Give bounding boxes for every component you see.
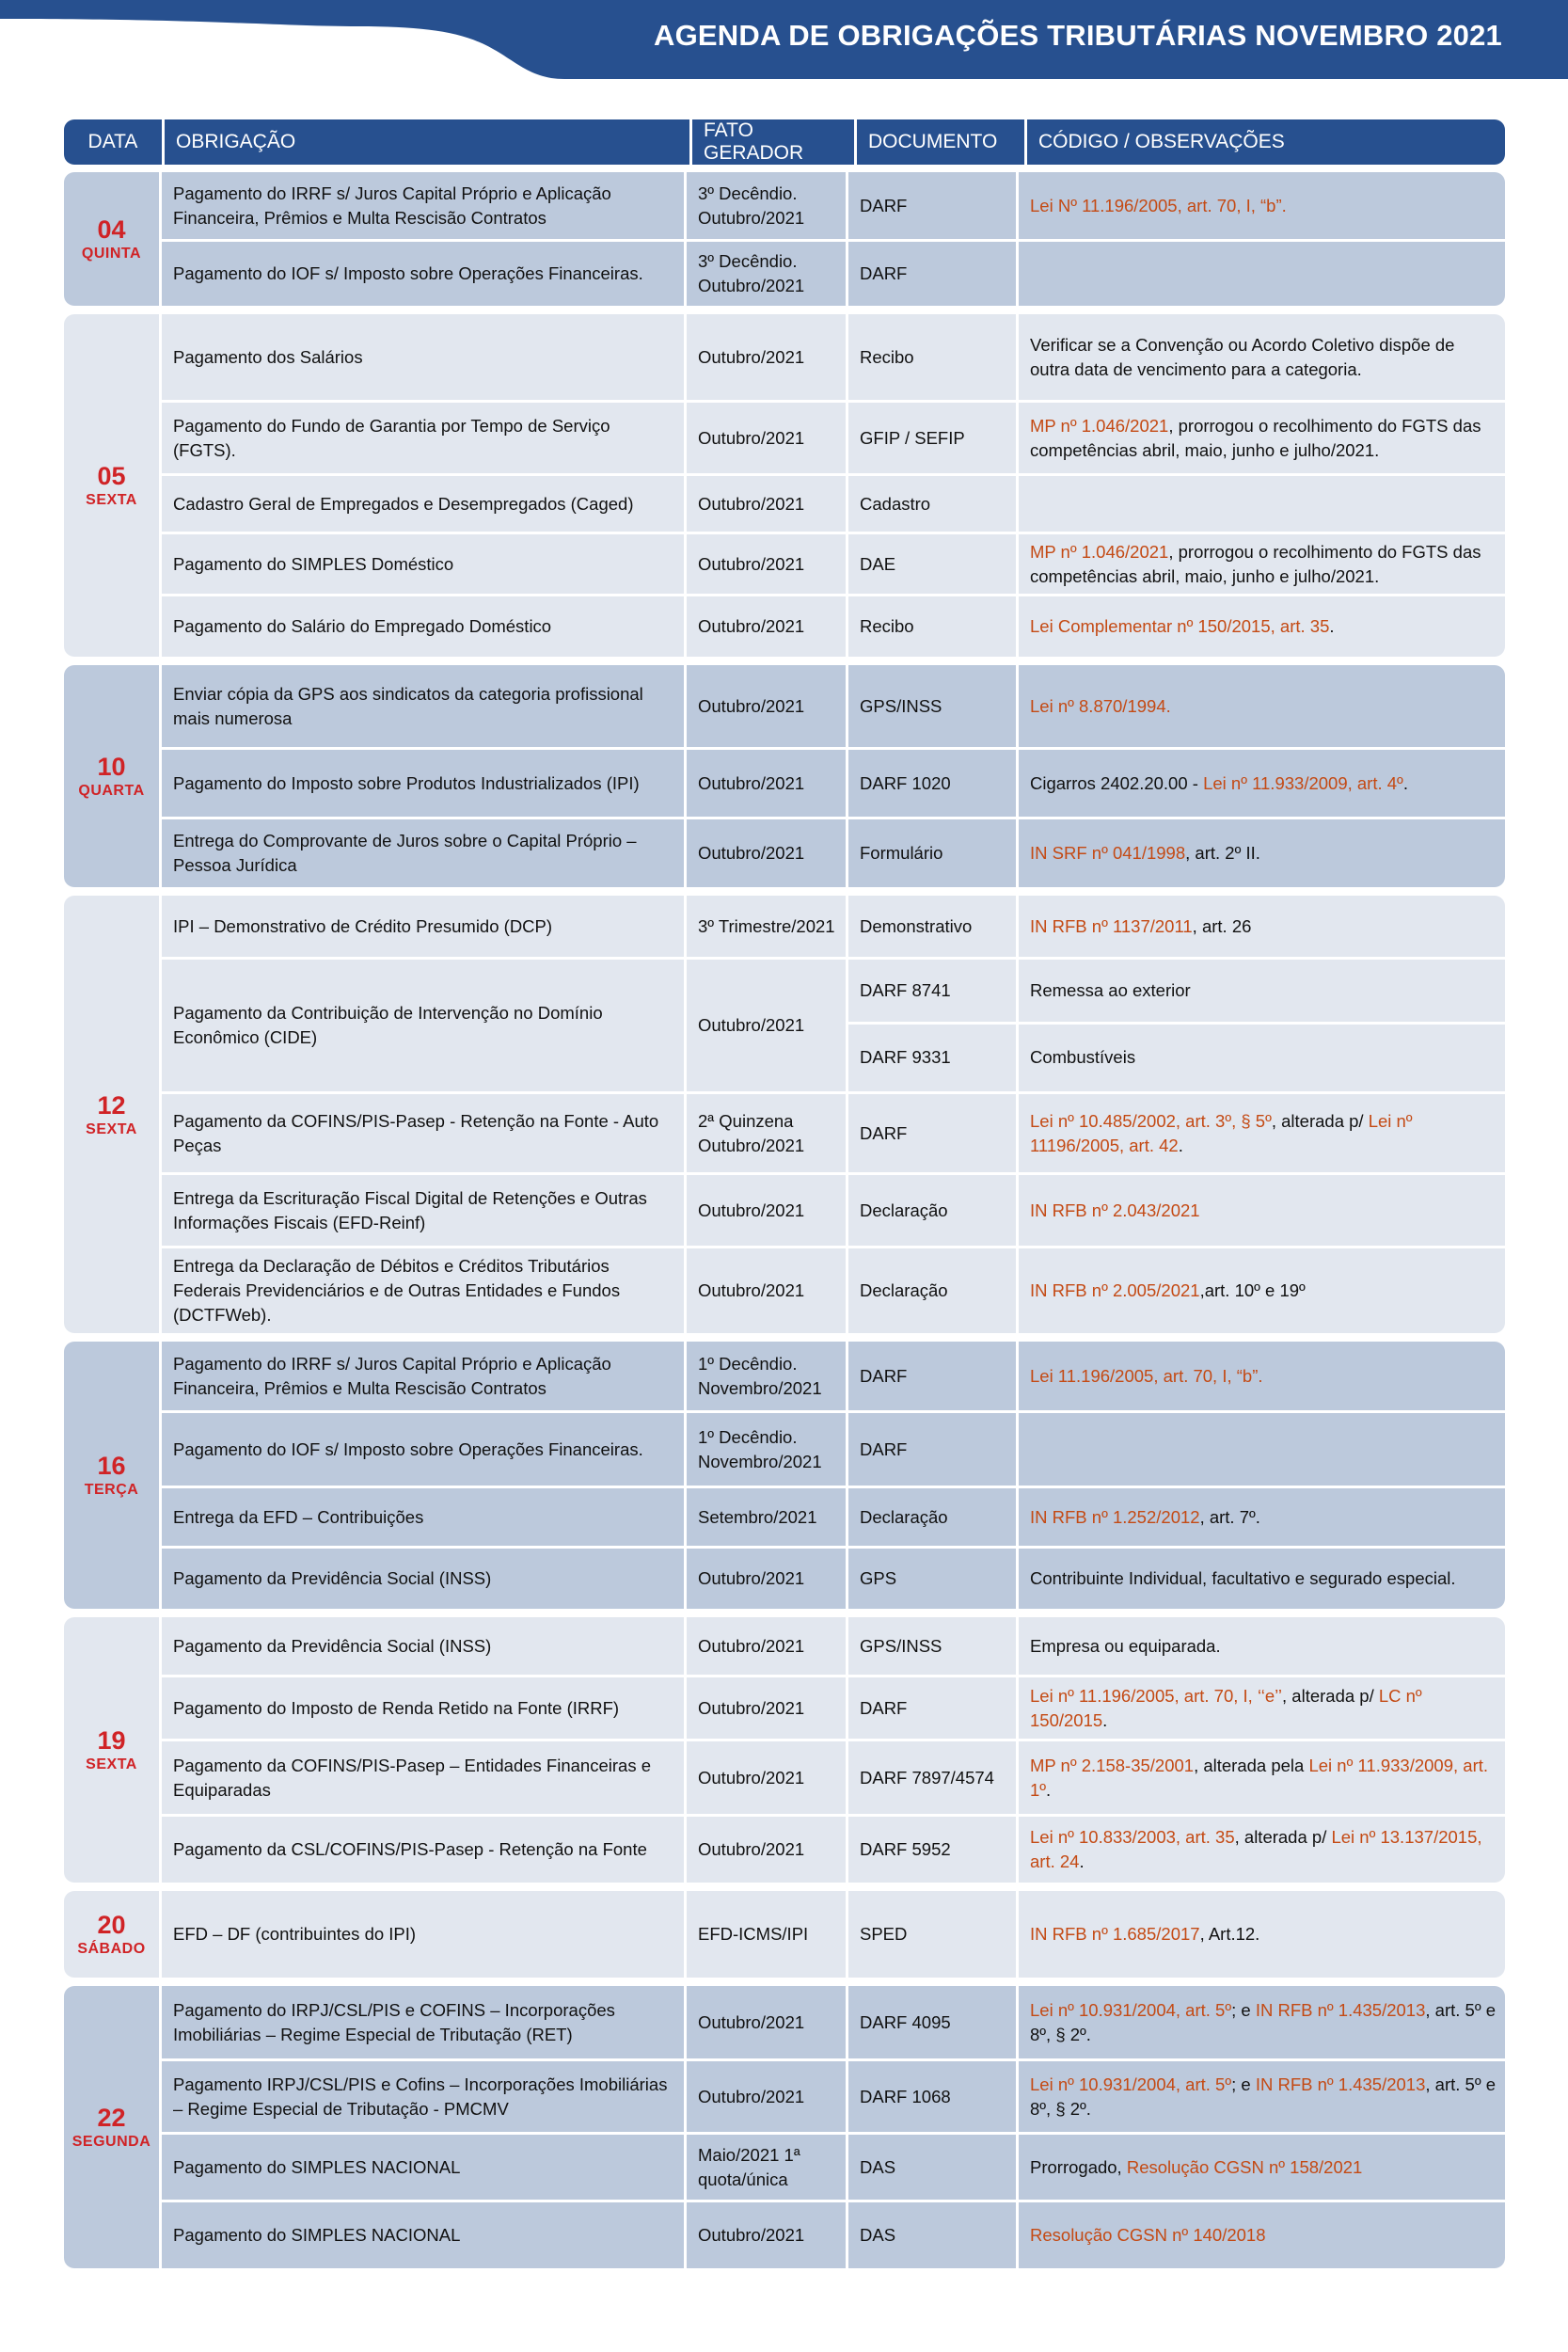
observation-cell <box>1019 1741 1505 1814</box>
fact-cell: Setembro/2021 <box>687 1488 848 1546</box>
observation-text <box>1030 1566 1496 1591</box>
document-cell: Demonstrativo <box>848 896 1019 957</box>
weekday: QUARTA <box>78 783 145 799</box>
observation-cell <box>1019 242 1505 306</box>
day-number: 16 <box>97 1452 126 1480</box>
fact-cell: Outubro/2021 <box>687 960 848 1091</box>
observation-text <box>1030 694 1496 719</box>
obligation-cell: Pagamento do SIMPLES NACIONAL <box>162 2202 687 2268</box>
fact-cell: Outubro/2021 <box>687 1677 848 1739</box>
obligation-cell: Entrega da Declaração de Débitos e Créditos Tributários Federais Previdenciários e de Outras Entidades e Fundos (DCTFWeb). <box>162 1248 687 1333</box>
observation-note: , art. 26 <box>1192 915 1252 936</box>
date-group <box>64 896 1505 1333</box>
observation-text <box>1030 914 1496 939</box>
observation-text <box>1030 333 1496 382</box>
document-cell: DARF <box>848 1094 1019 1172</box>
day-number: 19 <box>97 1726 126 1755</box>
fact-cell: Outubro/2021 <box>687 2202 848 2268</box>
observation-cell <box>1019 1891 1505 1978</box>
day-number: 10 <box>97 753 126 781</box>
observation-cell <box>1019 750 1505 817</box>
table-row <box>162 314 1505 403</box>
observation-text <box>1030 2155 1496 2180</box>
fact-cell: Outubro/2021 <box>687 596 848 657</box>
observation-cell <box>1019 1986 1505 2058</box>
obligation-rows <box>162 896 1505 1333</box>
legal-reference: IN RFB nº 1.685/2017 <box>1030 1924 1200 1944</box>
document-cell: DAS <box>848 2202 1019 2268</box>
fact-cell: Outubro/2021 <box>687 1248 848 1333</box>
table-row <box>162 1342 1505 1413</box>
fact-cell: Outubro/2021 <box>687 403 848 473</box>
document-cell: DARF 7897/4574 <box>848 1741 1019 1814</box>
legal-reference: Lei nº 11.196/2005, art. 70, I, ‘‘e’’ <box>1030 1685 1283 1706</box>
day-number: 04 <box>97 215 126 244</box>
fact-cell: Outubro/2021 <box>687 819 848 887</box>
observation-cell <box>1019 534 1505 594</box>
document-cell: DAE <box>848 534 1019 594</box>
obligation-cell: Pagamento da COFINS/PIS-Pasep – Entidades Financeiras e Equiparadas <box>162 1741 687 1814</box>
obligation-cell: Pagamento da Previdência Social (INSS) <box>162 1617 687 1675</box>
weekday: SEXTA <box>86 492 137 508</box>
observation-text <box>1030 1505 1496 1530</box>
observation-note: ; e <box>1231 2074 1256 2094</box>
table-row <box>162 750 1505 819</box>
observation-note: Combustíveis <box>1030 1047 1136 1068</box>
observation-cell <box>1019 1617 1505 1675</box>
weekday: QUINTA <box>81 246 142 262</box>
observation-cell <box>1019 1025 1505 1091</box>
page-title: AGENDA DE OBRIGAÇÕES TRIBUTÁRIAS NOVEMBRO 2021 <box>654 19 1502 52</box>
obligation-cell: Entrega do Comprovante de Juros sobre o Capital Próprio – Pessoa Jurídica <box>162 819 687 887</box>
header-observations: CÓDIGO / OBSERVAÇÕES <box>1024 119 1505 165</box>
legal-reference: IN RFB nº 1137/2011 <box>1030 915 1193 936</box>
observation-note: Verificar se a Convenção ou Acordo Coletivo dispõe de outra data de vencimento para a categoria. <box>1030 334 1455 379</box>
observation-cell <box>1019 1549 1505 1609</box>
document-cell: Cadastro <box>848 476 1019 532</box>
fact-cell: Maio/2021 1ª quota/única <box>687 2135 848 2200</box>
observation-cell <box>1019 819 1505 887</box>
observation-text <box>1030 1045 1496 1070</box>
obligation-rows <box>162 1891 1505 1978</box>
date-cell <box>64 172 162 306</box>
table-row <box>162 1488 1505 1549</box>
observation-cell <box>1019 1488 1505 1546</box>
weekday: SEXTA <box>86 1120 137 1137</box>
document-cell: SPED <box>848 1891 1019 1978</box>
date-group <box>64 1342 1505 1609</box>
fact-cell: 3º Trimestre/2021 <box>687 896 848 957</box>
obligation-cell: EFD – DF (contribuintes do IPI) <box>162 1891 687 1978</box>
observation-text <box>1030 1998 1496 2047</box>
observation-text <box>1030 1364 1496 1389</box>
legal-reference: Lei 11.196/2005, art. 70, I, “b”. <box>1030 1365 1263 1386</box>
obligation-cell: Entrega da EFD – Contribuições <box>162 1488 687 1546</box>
table-row <box>162 172 1505 242</box>
document-cell: Declaração <box>848 1488 1019 1546</box>
observation-text <box>1030 1825 1496 1874</box>
document-cell: DARF 5952 <box>848 1817 1019 1883</box>
legal-reference: MP nº 1.046/2021 <box>1030 415 1169 436</box>
document-cell: Declaração <box>848 1248 1019 1333</box>
legal-reference: Lei Complementar nº 150/2015, art. 35 <box>1030 616 1330 636</box>
observation-text <box>1030 194 1496 218</box>
document-cell: GPS/INSS <box>848 665 1019 747</box>
document-cell: Recibo <box>848 596 1019 657</box>
document-cell: GPS <box>848 1549 1019 1609</box>
legal-reference: Lei Nº 11.196/2005, art. 70, I, “b”. <box>1030 195 1287 215</box>
table-subrow <box>848 1025 1505 1091</box>
table-row <box>162 1741 1505 1817</box>
weekday: TERÇA <box>84 1482 139 1498</box>
observation-cell <box>1019 1342 1505 1410</box>
date-cell <box>64 1342 162 1609</box>
legal-reference: Lei nº 10.931/2004, art. 5º <box>1030 2074 1232 2094</box>
observation-cell <box>1019 1175 1505 1246</box>
fact-cell: Outubro/2021 <box>687 534 848 594</box>
obligation-cell: Pagamento da COFINS/PIS-Pasep - Retenção na Fonte - Auto Peças <box>162 1094 687 1172</box>
legal-reference: IN RFB nº 1.435/2013 <box>1255 2074 1426 2094</box>
obligation-cell: Pagamento do SIMPLES NACIONAL <box>162 2135 687 2200</box>
table-row <box>162 596 1505 657</box>
observation-cell <box>1019 665 1505 747</box>
observation-note: , art. 5º e 8º, § 2º. <box>1030 2074 1496 2119</box>
document-cell: DARF <box>848 242 1019 306</box>
date-group <box>64 314 1505 657</box>
legal-reference: IN RFB nº 1.252/2012 <box>1030 1506 1200 1527</box>
obligation-cell: Pagamento dos Salários <box>162 314 687 400</box>
split-rows <box>848 960 1505 1091</box>
table-header <box>64 119 1505 165</box>
document-cell: DAS <box>848 2135 1019 2200</box>
header-obligation: OBRIGAÇÃO <box>162 119 689 165</box>
date-cell <box>64 665 162 887</box>
observation-note: . <box>1329 616 1335 636</box>
observation-text <box>1030 771 1496 796</box>
document-cell: DARF 9331 <box>848 1025 1019 1091</box>
fact-cell: 3º Decêndio. Outubro/2021 <box>687 242 848 306</box>
obligation-cell: Pagamento IRPJ/CSL/PIS e Cofins – Incorporações Imobiliárias – Regime Especial de Tributação - PMCMV <box>162 2061 687 2132</box>
observation-cell <box>1019 2135 1505 2200</box>
observation-note: . <box>1402 772 1408 793</box>
observation-text <box>1030 614 1496 639</box>
fact-cell: Outubro/2021 <box>687 1617 848 1675</box>
day-number: 22 <box>97 2104 126 2132</box>
table-body <box>64 172 1505 2268</box>
document-cell: DARF <box>848 172 1019 239</box>
date-cell <box>64 1891 162 1978</box>
table-row <box>162 534 1505 596</box>
fact-cell: 1º Decêndio. Novembro/2021 <box>687 1413 848 1486</box>
observation-note: . <box>1046 1779 1052 1800</box>
legal-reference: MP nº 2.158-35/2001 <box>1030 1755 1195 1775</box>
fact-cell: Outubro/2021 <box>687 1741 848 1814</box>
observation-note: , prorrogou o recolhimento do FGTS das competências abril, maio, junho e julho/2021. <box>1030 541 1481 586</box>
observation-note: , art. 5º e 8º, § 2º. <box>1030 1999 1496 2044</box>
obligation-cell: Pagamento do Imposto sobre Produtos Industrializados (IPI) <box>162 750 687 817</box>
observation-cell <box>1019 1413 1505 1486</box>
table-row <box>162 2061 1505 2135</box>
header-fact: FATO GERADOR <box>689 119 854 165</box>
obligation-cell: Pagamento da Previdência Social (INSS) <box>162 1549 687 1609</box>
legal-reference: IN SRF nº 041/1998 <box>1030 843 1186 863</box>
observation-text <box>1030 1634 1496 1659</box>
table-row <box>162 896 1505 960</box>
table-row <box>162 665 1505 750</box>
obligation-cell: Pagamento do IRPJ/CSL/PIS e COFINS – Incorporações Imobiliárias – Regime Especial de Tributação (RET) <box>162 1986 687 2058</box>
observation-cell <box>1019 314 1505 400</box>
observation-note: Prorrogado, <box>1030 2156 1127 2177</box>
observation-note: ,art. 10º e 19º <box>1199 1280 1306 1300</box>
obligations-table <box>64 119 1505 2277</box>
fact-cell: 2ª Quinzena Outubro/2021 <box>687 1094 848 1172</box>
observation-text <box>1030 540 1496 589</box>
document-cell: Formulário <box>848 819 1019 887</box>
observation-note: ; e <box>1231 1999 1256 2020</box>
observation-note: , alterada p/ <box>1282 1685 1379 1706</box>
observation-note: Remessa ao exterior <box>1030 979 1191 1000</box>
observation-text <box>1030 2223 1496 2248</box>
obligation-cell: Pagamento do IOF s/ Imposto sobre Operações Financeiras. <box>162 1413 687 1486</box>
obligation-rows <box>162 665 1505 887</box>
table-row <box>162 403 1505 476</box>
weekday: SEXTA <box>86 1756 137 1772</box>
observation-note: , alterada p/ <box>1271 1110 1369 1131</box>
observation-text <box>1030 1922 1496 1947</box>
observation-cell <box>1019 1094 1505 1172</box>
obligation-cell: Pagamento do IRRF s/ Juros Capital Próprio e Aplicação Financeira, Prêmios e Multa Rescisão Contratos <box>162 172 687 239</box>
date-group <box>64 172 1505 306</box>
date-cell <box>64 896 162 1333</box>
weekday: SÁBADO <box>77 1941 146 1957</box>
table-row <box>162 1549 1505 1609</box>
fact-cell: Outubro/2021 <box>687 2061 848 2132</box>
table-row <box>162 1891 1505 1978</box>
day-number: 05 <box>97 462 126 490</box>
observation-cell <box>1019 1817 1505 1883</box>
observation-cell <box>1019 476 1505 532</box>
table-row <box>162 1986 1505 2061</box>
table-row <box>162 2202 1505 2268</box>
document-cell: DARF 1068 <box>848 2061 1019 2132</box>
observation-note: . <box>1079 1851 1085 1871</box>
table-row <box>162 1094 1505 1175</box>
fact-cell: Outubro/2021 <box>687 314 848 400</box>
observation-cell <box>1019 2061 1505 2132</box>
observation-note: , alterada pela <box>1194 1755 1309 1775</box>
document-cell: DARF <box>848 1342 1019 1410</box>
legal-reference: Lei nº 8.870/1994. <box>1030 695 1171 716</box>
document-cell: DARF 4095 <box>848 1986 1019 2058</box>
observation-note: Contribuinte Individual, facultativo e segurado especial. <box>1030 1568 1456 1588</box>
day-number: 12 <box>97 1090 126 1120</box>
legal-reference: MP nº 1.046/2021 <box>1030 541 1169 562</box>
obligation-cell: Enviar cópia da GPS aos sindicatos da categoria profissional mais numerosa <box>162 665 687 747</box>
date-group <box>64 1617 1505 1883</box>
legal-reference: LC nº 150/2015 <box>1030 1685 1422 1730</box>
fact-cell: Outubro/2021 <box>687 1549 848 1609</box>
legal-reference: Lei nº 10.485/2002, art. 3º, § 5º <box>1030 1110 1272 1131</box>
observation-note: , art. 2º II. <box>1185 843 1260 863</box>
observation-text <box>1030 414 1496 463</box>
table-row <box>162 960 1505 1094</box>
day-number: 20 <box>97 1911 126 1939</box>
table-row <box>162 819 1505 887</box>
observation-cell <box>1019 960 1505 1022</box>
fact-cell: 3º Decêndio. Outubro/2021 <box>687 172 848 239</box>
obligation-cell: Cadastro Geral de Empregados e Desempregados (Caged) <box>162 476 687 532</box>
observation-cell <box>1019 1248 1505 1333</box>
observation-text <box>1030 978 1496 1003</box>
observation-note: , Art.12. <box>1199 1924 1260 1944</box>
fact-cell: Outubro/2021 <box>687 1817 848 1883</box>
document-cell: Recibo <box>848 314 1019 400</box>
table-subrow <box>848 960 1505 1025</box>
legal-reference: Lei nº 10.833/2003, art. 35 <box>1030 1827 1235 1847</box>
observation-cell <box>1019 1677 1505 1739</box>
header-date: DATA <box>87 131 138 152</box>
fact-cell: EFD-ICMS/IPI <box>687 1891 848 1978</box>
obligation-cell: Entrega da Escrituração Fiscal Digital de Retenções e Outras Informações Fiscais (EFD-Reinf) <box>162 1175 687 1246</box>
observation-note: . <box>1102 1709 1108 1730</box>
obligation-rows <box>162 172 1505 306</box>
observation-text <box>1030 1754 1496 1803</box>
table-row <box>162 1677 1505 1741</box>
fact-cell: Outubro/2021 <box>687 665 848 747</box>
legal-reference: Lei nº 13.137/2015, art. 24 <box>1030 1827 1482 1871</box>
observation-text <box>1030 1109 1496 1158</box>
obligation-cell: Pagamento da Contribuição de Intervenção no Domínio Econômico (CIDE) <box>162 960 687 1091</box>
observation-note: . <box>1178 1135 1183 1155</box>
legal-reference: Lei nº 10.931/2004, art. 5º <box>1030 1999 1232 2020</box>
legal-reference: IN RFB nº 2.043/2021 <box>1030 1200 1200 1220</box>
obligation-cell: Pagamento do SIMPLES Doméstico <box>162 534 687 594</box>
legal-reference: Lei nº 11196/2005, art. 42 <box>1030 1110 1413 1155</box>
observation-cell <box>1019 896 1505 957</box>
table-row <box>162 242 1505 306</box>
observation-text <box>1030 1199 1496 1223</box>
table-row <box>162 1175 1505 1248</box>
obligation-cell: Pagamento do IRRF s/ Juros Capital Próprio e Aplicação Financeira, Prêmios e Multa Rescisão Contratos <box>162 1342 687 1410</box>
obligation-cell: Pagamento do Salário do Empregado Doméstico <box>162 596 687 657</box>
fact-cell: Outubro/2021 <box>687 1986 848 2058</box>
legal-reference: Resolução CGSN nº 140/2018 <box>1030 2225 1266 2245</box>
table-row <box>162 1248 1505 1333</box>
document-cell: Declaração <box>848 1175 1019 1246</box>
obligation-cell: IPI – Demonstrativo de Crédito Presumido (DCP) <box>162 896 687 957</box>
date-group <box>64 1891 1505 1978</box>
observation-note: , alterada p/ <box>1234 1827 1332 1847</box>
table-row <box>162 1617 1505 1677</box>
observation-text <box>1030 841 1496 866</box>
fact-cell: Outubro/2021 <box>687 1175 848 1246</box>
date-cell <box>64 1617 162 1883</box>
title-banner <box>0 0 1568 80</box>
obligation-cell: Pagamento do Fundo de Garantia por Tempo de Serviço (FGTS). <box>162 403 687 473</box>
observation-note: Cigarros 2402.20.00 - <box>1030 772 1204 793</box>
document-cell: DARF 1020 <box>848 750 1019 817</box>
weekday: SEGUNDA <box>71 2134 151 2150</box>
observation-cell <box>1019 596 1505 657</box>
legal-reference: Resolução CGSN nº 158/2021 <box>1126 2156 1363 2177</box>
observation-cell <box>1019 403 1505 473</box>
table-row <box>162 1817 1505 1883</box>
obligation-rows <box>162 314 1505 657</box>
obligation-cell: Pagamento da CSL/COFINS/PIS-Pasep - Retenção na Fonte <box>162 1817 687 1883</box>
obligation-rows <box>162 1617 1505 1883</box>
observation-note: Empresa ou equiparada. <box>1030 1635 1221 1656</box>
fact-cell: 1º Decêndio. Novembro/2021 <box>687 1342 848 1410</box>
obligation-rows <box>162 1986 1505 2268</box>
date-group <box>64 665 1505 887</box>
fact-cell: Outubro/2021 <box>687 476 848 532</box>
observation-text <box>1030 1684 1496 1733</box>
date-cell <box>64 314 162 657</box>
observation-cell <box>1019 2202 1505 2268</box>
observation-note: , art. 7º. <box>1199 1506 1260 1527</box>
document-cell: DARF <box>848 1677 1019 1739</box>
obligation-cell: Pagamento do IOF s/ Imposto sobre Operações Financeiras. <box>162 242 687 306</box>
table-row <box>162 2135 1505 2202</box>
obligation-cell: Pagamento do Imposto de Renda Retido na Fonte (IRRF) <box>162 1677 687 1739</box>
date-cell <box>64 1986 162 2268</box>
obligation-rows <box>162 1342 1505 1609</box>
legal-reference: IN RFB nº 1.435/2013 <box>1255 1999 1426 2020</box>
document-cell: GFIP / SEFIP <box>848 403 1019 473</box>
observation-text <box>1030 1279 1496 1303</box>
header-document: DOCUMENTO <box>854 119 1024 165</box>
document-cell: GPS/INSS <box>848 1617 1019 1675</box>
observation-cell <box>1019 172 1505 239</box>
legal-reference: IN RFB nº 2.005/2021 <box>1030 1280 1200 1300</box>
document-cell: DARF 8741 <box>848 960 1019 1022</box>
observation-note: , prorrogou o recolhimento do FGTS das competências abril, maio, junho e julho/2021. <box>1030 415 1481 460</box>
document-cell: DARF <box>848 1413 1019 1486</box>
table-row <box>162 476 1505 534</box>
table-row <box>162 1413 1505 1488</box>
legal-reference: Lei nº 11.933/2009, art. 1º <box>1030 1755 1489 1800</box>
date-group <box>64 1986 1505 2268</box>
legal-reference: Lei nº 11.933/2009, art. 4º <box>1203 772 1403 793</box>
observation-text <box>1030 2073 1496 2122</box>
fact-cell: Outubro/2021 <box>687 750 848 817</box>
